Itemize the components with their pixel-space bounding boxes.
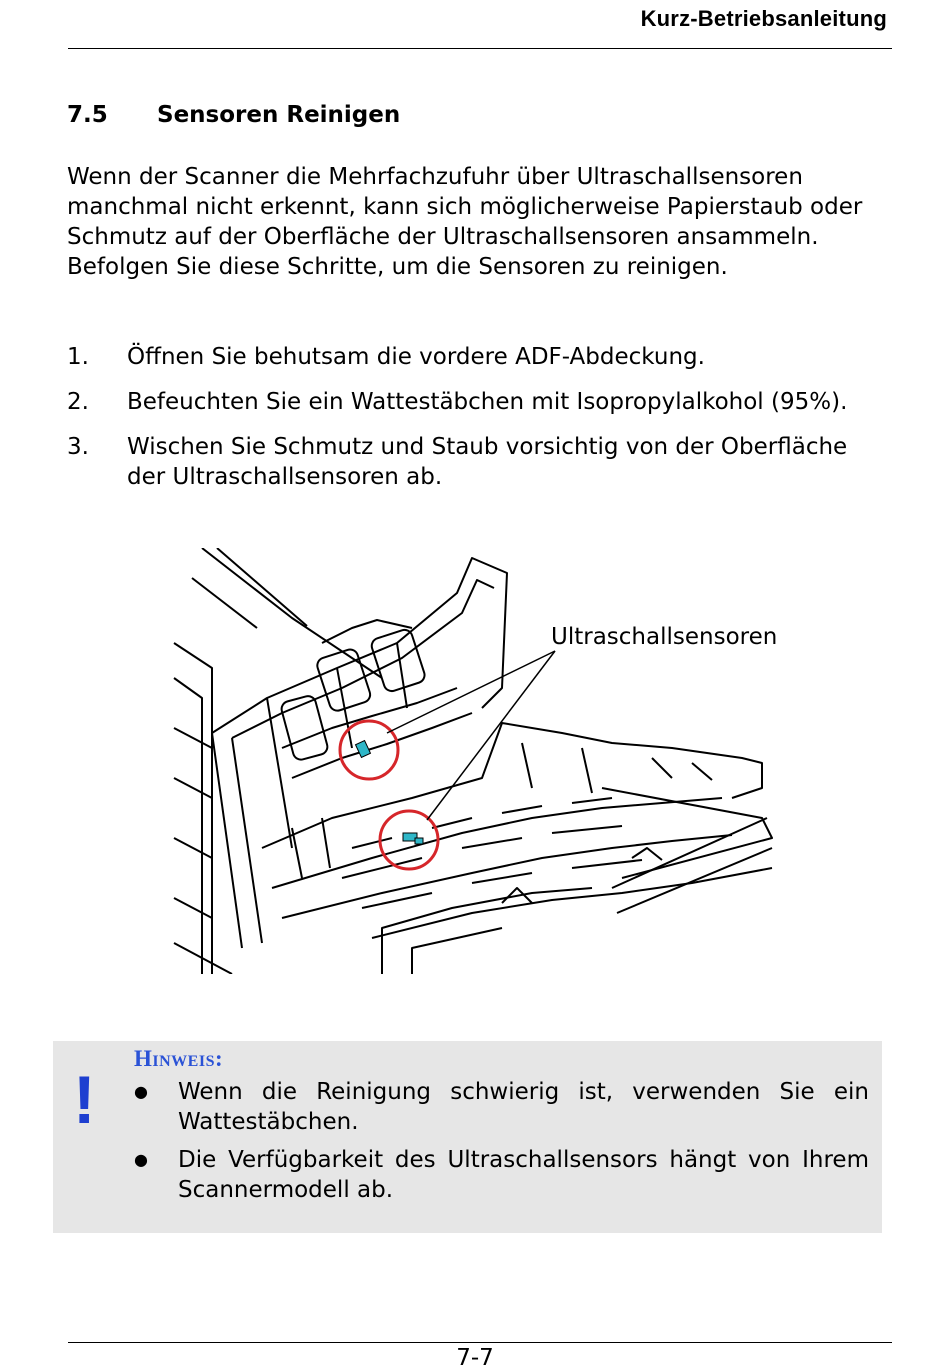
step-text: Befeuchten Sie ein Wattestäbchen mit Isopropylalkohol (95%). <box>127 389 848 415</box>
section-heading <box>67 102 400 128</box>
bullet-icon: ● <box>134 1150 148 1169</box>
callout-line <box>427 651 555 820</box>
footer-rule <box>68 1342 892 1343</box>
note-title: Hinweis: <box>134 1046 224 1071</box>
step-list <box>67 342 887 507</box>
intro-paragraph: Wenn der Scanner die Mehrfachzufuhr über Ultraschallsensoren manchmal nicht erkennt, kann sich möglicherweise Papierstaub oder Schmutz auf der Oberfläche der Ultraschallsensoren ansammeln. Befolgen Sie diese Schritte, um die Sensoren zu reinigen. <box>67 164 863 280</box>
note-text: Wenn die Reinigung schwierig ist, verwenden Sie ein Wattestäbchen. <box>178 1079 869 1135</box>
step-number: 3. <box>67 434 89 460</box>
bullet-icon: ● <box>134 1082 148 1101</box>
page-number: 7-7 <box>456 1345 494 1371</box>
exclamation-icon: ! <box>73 1062 96 1138</box>
section-number: 7.5 <box>67 102 108 128</box>
running-header: Kurz-Betriebsanleitung <box>640 6 887 31</box>
step-item <box>67 432 887 492</box>
section-title: Sensoren Reinigen <box>157 102 401 128</box>
step-text: Öffnen Sie behutsam die vordere ADF-Abdeckung. <box>127 344 705 370</box>
note-item <box>134 1145 869 1205</box>
step-text: Wischen Sie Schmutz und Staub vorsichtig von der Oberfläche der Ultraschallsensoren ab. <box>127 434 848 490</box>
header-rule <box>68 48 892 49</box>
note-list <box>134 1077 869 1213</box>
note-item <box>134 1077 869 1137</box>
step-item <box>67 342 887 372</box>
callout-line <box>387 651 555 733</box>
step-item <box>67 387 887 417</box>
note-text: Die Verfügbarkeit des Ultraschallsensors hängt von Ihrem Scannermodell ab. <box>178 1147 869 1203</box>
figure-callout-label: Ultraschallsensoren <box>551 624 778 650</box>
scanner-adf-illustration <box>172 548 802 974</box>
step-number: 1. <box>67 344 89 370</box>
step-number: 2. <box>67 389 89 415</box>
